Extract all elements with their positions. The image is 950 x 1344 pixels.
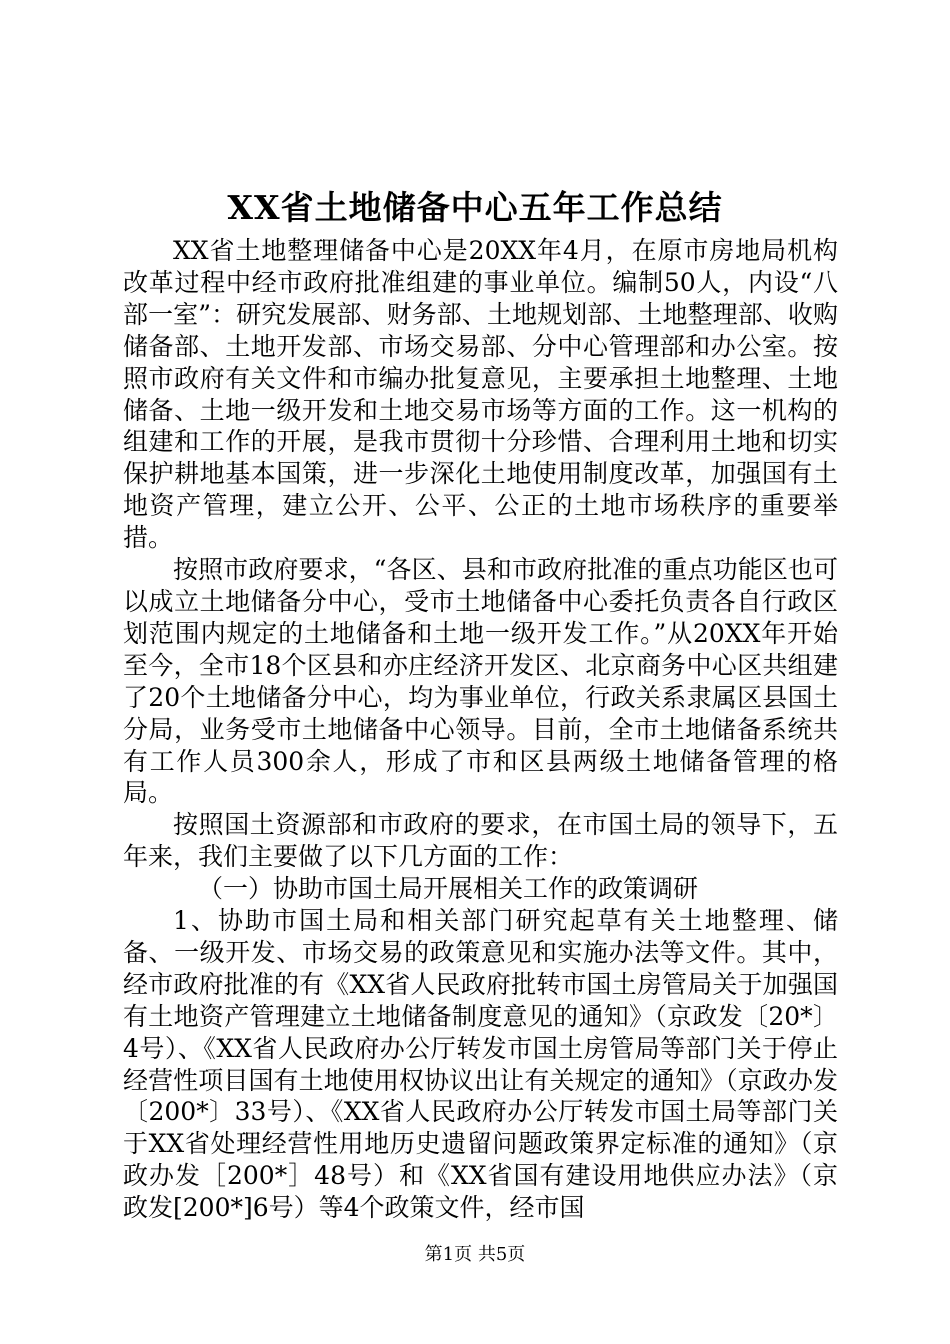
paragraph-policy-documents: 1、协助市国土局和相关部门研究起草有关土地整理、储备、一级开发、市场交易的政策意见和实施办法等文件。其中，经市政府批准的有《XX省人民政府批转市国土房管局关于加强国有土地资产管理建立土地储备制度意见的通知》（京政发〔20*〕4号）、《XX省人民政府办公厅转发市国土房管局等部门关于停止经营性项目国有土地使用权协议出让有关规定的通知》（京政办发〔200*〕33号）、《XX省人民政府办公厅转发市国土局等部门关于XX省处理经营性用地历史遗留问题政策界定标准的通知》（京政办发［200*］48号）和《XX省国有建设用地供应办法》（京政发[200*]6号）等4个政策文件，经市国 (123, 906, 838, 1223)
page-number-footer: 第1页 共5页 (424, 1244, 526, 1265)
paragraph-branch-centers: 按照市政府要求，“各区、县和市政府批准的重点功能区也可以成立土地储备分中心，受市土地储备中心委托负责各自行政区划范围内规定的土地储备和土地一级开发工作。”从20XX年开始至今，全市18个区县和亦庄经济开发区、北京商务中心区共组建了20个土地储备分中心，均为事业单位，行政关系隶属区县国土分局，业务受市土地储备中心领导。目前，全市土地储备系统共有工作人员300余人，形成了市和区县两级土地储备管理的格局。 (123, 555, 838, 808)
paragraph-intro: XX省土地整理储备中心是20XX年4月，在原市房地局机构改革过程中经市政府批准组建的事业单位。编制50人，内设“八部一室”：研究发展部、财务部、土地规划部、土地整理部、收购储备部、土地开发部、市场交易部、分中心管理部和办公室。按照市政府有关文件和市编办批复意见，主要承担土地整理、土地储备、土地一级开发和土地交易市场等方面的工作。这一机构的组建和工作的开展，是我市贯彻十分珍惜、合理利用土地和切实保护耕地基本国策，进一步深化土地使用制度改革，加强国有土地资产管理，建立公开、公平、公正的土地市场秩序的重要举措。 (123, 236, 838, 553)
section-heading-policy-research: （一）协助市国土局开展相关工作的政策调研 (198, 874, 699, 904)
paragraph-work-overview: 按照国土资源部和市政府的要求，在市国土局的领导下，五年来，我们主要做了以下几方面的工作： (123, 810, 838, 872)
document-body (123, 235, 838, 1224)
document-title: XX省土地储备中心五年工作总结 (227, 188, 723, 227)
